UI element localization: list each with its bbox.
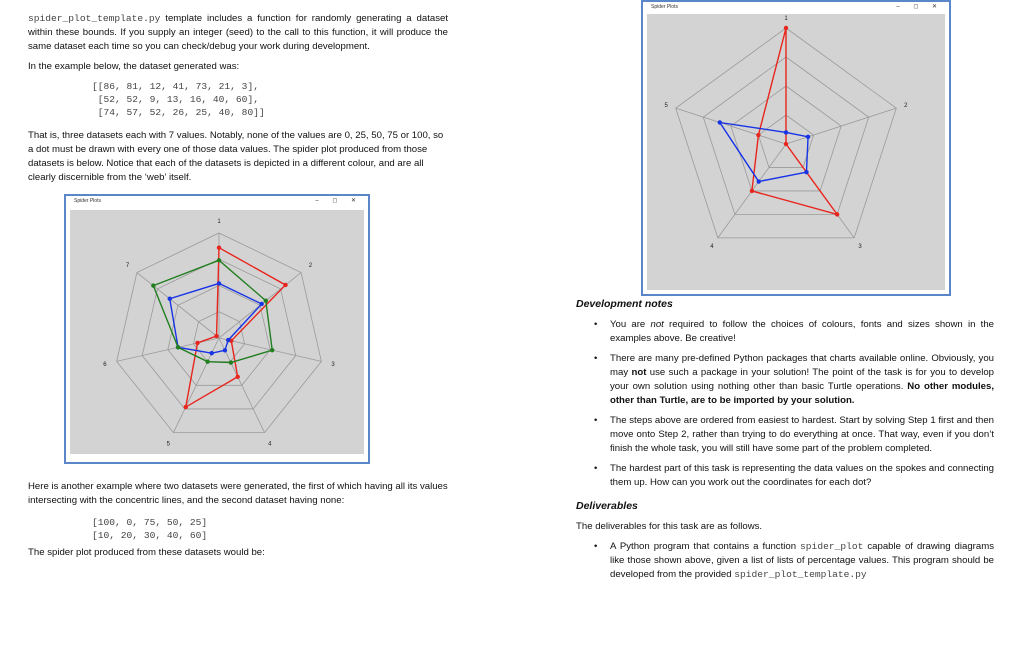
list-item — [576, 352, 994, 408]
axis-label: 3 — [858, 243, 862, 250]
text-strong: not — [631, 367, 647, 378]
left-column-bottom — [28, 480, 448, 560]
window-title: Spider Plots — [651, 4, 678, 10]
data-point — [229, 360, 233, 364]
text-emphasis: not — [650, 319, 664, 330]
code-line: [[86, 81, 12, 41, 73, 21, 3], — [92, 81, 259, 92]
spoke — [786, 108, 896, 144]
heading-development-notes: Development notes — [576, 298, 673, 310]
data-point — [757, 179, 761, 183]
window-controls[interactable]: – ◻ ✕ — [896, 4, 943, 10]
plot-canvas — [70, 210, 364, 454]
data-point — [223, 348, 227, 352]
spider-plot-chart — [70, 210, 364, 454]
text: There are many pre-defined Python packages that charts available online. Obviously, you may — [610, 353, 994, 378]
data-point — [184, 405, 188, 409]
paragraph-text: template includes a function for randomly generating a dataset within these bounds. If you supply an integer (seed) to the call to this function, it will produce the same dataset each time so you can check/debug your work during development. — [28, 13, 448, 52]
data-point — [205, 359, 209, 363]
spider-plot-window-2 — [641, 0, 951, 296]
code-block-2 — [92, 516, 448, 542]
window-titlebar — [66, 196, 368, 206]
paragraph-template-intro — [28, 12, 448, 54]
window-controls[interactable]: – ◻ ✕ — [315, 198, 362, 204]
axis-label: 3 — [331, 362, 335, 369]
data-point — [784, 130, 788, 134]
data-point — [835, 212, 839, 216]
axis-label: 5 — [166, 441, 170, 448]
text: A Python program that contains a function — [610, 541, 801, 552]
inline-code: spider_plot — [800, 541, 864, 552]
code-line: [100, 0, 75, 50, 25] — [92, 517, 208, 528]
data-point — [784, 142, 788, 146]
inline-code-template: spider_plot_template.py — [28, 13, 161, 24]
left-column — [28, 12, 448, 185]
text: required to follow the choices of colours, fonts and sizes shown in the examples above. Be creative! — [610, 319, 994, 344]
data-point — [217, 246, 221, 250]
list-item — [576, 462, 994, 490]
axis-label: 7 — [125, 263, 130, 270]
text: The hardest part of this task is representing the data values on the spokes and connecting them up. How can you work out the coordinates for each dot? — [610, 463, 994, 488]
series-line — [186, 248, 286, 407]
code-line: [52, 52, 9, 13, 16, 40, 60], — [92, 94, 259, 105]
code-line: [10, 20, 30, 40, 60] — [92, 530, 208, 541]
data-point — [151, 283, 155, 287]
data-point — [210, 351, 214, 355]
right-column — [576, 298, 994, 582]
text: You are — [610, 319, 651, 330]
paragraph-example-intro: In the example below, the dataset generated was: — [28, 61, 240, 72]
text-strong: No other modules, other than Turtle, are to be imported by your solution. — [610, 381, 994, 406]
data-point — [217, 258, 221, 262]
list-item — [576, 540, 994, 582]
axis-label: 1 — [784, 16, 788, 22]
axis-label: 4 — [710, 243, 714, 250]
heading-deliverables: Deliverables — [576, 500, 638, 512]
data-point — [168, 297, 172, 301]
list-item — [576, 414, 994, 456]
paragraph-another-example: Here is another example where two datasets were generated, the first of which having all its values intersecting with the concentric lines, and the second dataset having none: — [28, 481, 448, 506]
data-point — [259, 302, 263, 306]
text: The steps above are ordered from easiest to hardest. Start by solving Step 1 first and then move onto Step 2, rather than trying to do everything at once. That way, even if you don’t finish the whole task, you will still have some part of the problem completed. — [610, 415, 994, 454]
spoke — [137, 273, 219, 338]
axis-label: 2 — [308, 263, 313, 270]
data-point — [283, 283, 287, 287]
window-titlebar — [643, 2, 949, 12]
development-notes-list — [576, 318, 994, 490]
paragraph-datasets-explained: That is, three datasets each with 7 values. Notably, none of the values are 0, 25, 50, 75 or 100, so a dot must be drawn with every one of those data values. The spider plot produced from those datasets is below. Notice that each of the datasets is depicted in a different colour, and are all clearly discernible from the ‘web’ itself. — [28, 130, 444, 183]
data-point — [784, 26, 788, 30]
spoke — [117, 338, 219, 361]
text: capable of drawing diagrams like those shown above, given a list of lists of percentage values. This program should be developed from the provided — [610, 541, 994, 580]
data-point — [176, 345, 180, 349]
data-point — [750, 189, 754, 193]
deliverables-list — [576, 540, 994, 582]
data-point — [226, 338, 230, 342]
data-point — [235, 375, 239, 379]
axis-label: 6 — [103, 362, 107, 369]
spider-plot-chart — [647, 14, 945, 290]
paragraph-plot-produced: The spider plot produced from these datasets would be: — [28, 547, 265, 558]
text: use such a package in your solution! The point of the task is for you to develop your own solution using nothing other than basic Turtle operations. — [610, 367, 994, 392]
data-point — [718, 120, 722, 124]
code-block-1 — [92, 80, 448, 119]
data-point — [756, 133, 760, 137]
data-point — [806, 135, 810, 139]
list-item — [576, 318, 994, 346]
axis-label: 5 — [664, 103, 668, 110]
axis-label: 4 — [268, 441, 272, 448]
data-point — [214, 334, 218, 338]
spider-plot-window-1 — [64, 194, 370, 464]
axis-label: 2 — [904, 103, 908, 110]
paragraph-deliverables-intro: The deliverables for this task are as follows. — [576, 521, 763, 532]
plot-canvas — [647, 14, 945, 290]
inline-code: spider_plot_template.py — [734, 569, 867, 580]
data-point — [195, 341, 199, 345]
series-line — [170, 283, 262, 353]
window-title: Spider Plots — [74, 198, 101, 204]
data-point — [270, 348, 274, 352]
data-point — [804, 170, 808, 174]
data-point — [217, 281, 221, 285]
axis-label: 1 — [217, 219, 221, 225]
code-line: [74, 57, 52, 26, 25, 40, 80]] — [92, 107, 265, 118]
data-point — [264, 298, 268, 302]
